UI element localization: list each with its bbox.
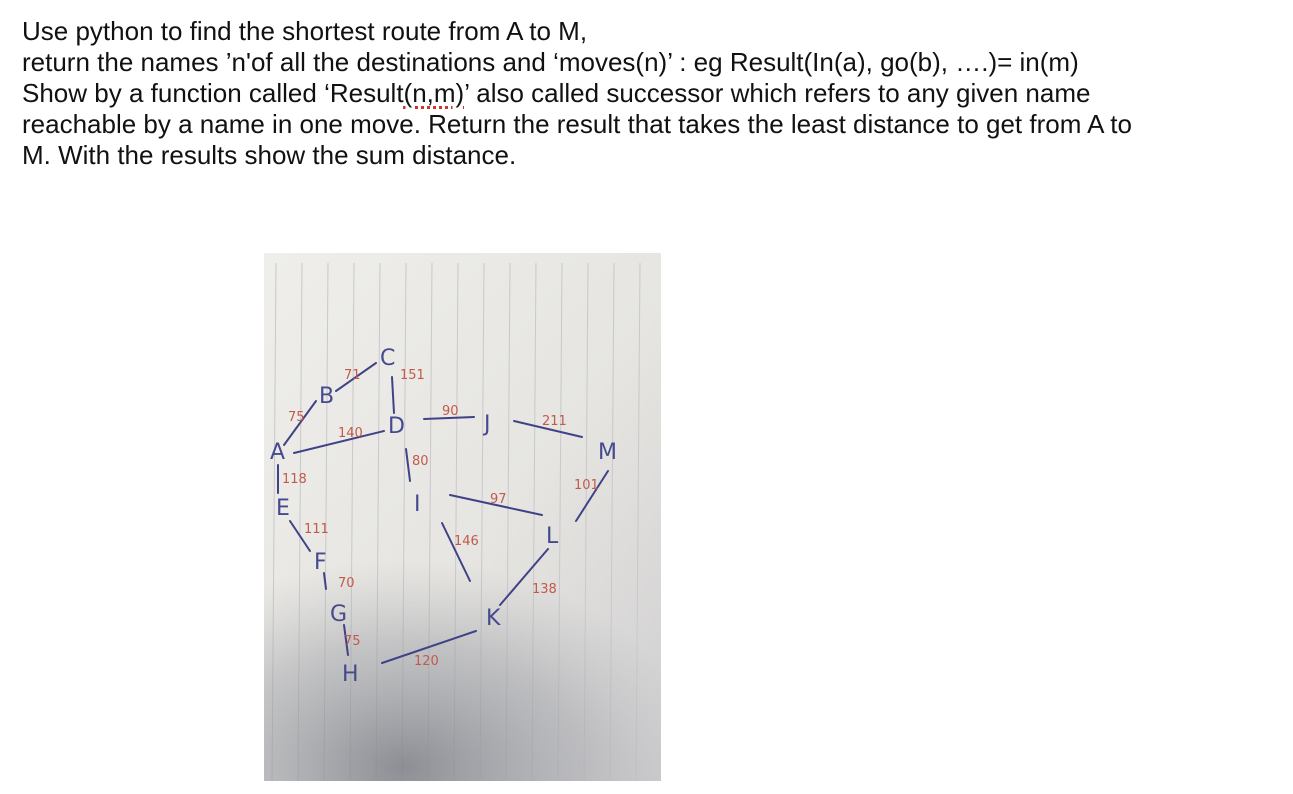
weight-d-i: 80	[412, 454, 429, 469]
node-g: G	[330, 602, 348, 627]
node-f: F	[314, 550, 327, 575]
weight-j-m: 211	[542, 414, 567, 429]
node-i: I	[414, 492, 421, 517]
question-line-4: reachable by a name in one move. Return the result that takes the least distance to get from A to	[22, 109, 1132, 139]
weight-a-e: 118	[282, 472, 307, 487]
node-m: M	[598, 440, 617, 465]
graph-photo	[264, 253, 661, 781]
question-line-3-end: ’ also called successor which refers to any given name	[464, 78, 1091, 108]
node-l: L	[546, 524, 559, 549]
node-k: K	[486, 606, 501, 631]
question-text	[22, 16, 1282, 171]
weight-i-l: 97	[490, 492, 507, 507]
question-line-3	[22, 78, 1282, 109]
node-a: A	[270, 440, 286, 465]
graph-sketch	[264, 253, 661, 781]
weight-b-c: 71	[344, 368, 361, 383]
weight-c-d: 151	[400, 368, 425, 383]
spellcheck-marked-text: (n,m)	[403, 78, 465, 108]
node-h: H	[342, 662, 359, 687]
question-line-2: return the names ’n'of all the destinations and ‘moves(n)’ : eg Result(In(a), go(b), ….)= in(m)	[22, 47, 1079, 77]
weight-l-m: 101	[574, 478, 599, 493]
weight-f-g: 70	[338, 576, 355, 591]
question-line-1: Use python to find the shortest route from A to M,	[22, 16, 588, 46]
question-line-5: M. With the results show the sum distance.	[22, 140, 517, 170]
node-d: D	[388, 414, 405, 439]
weight-i-k: 146	[454, 534, 479, 549]
weight-d-j: 90	[442, 404, 459, 419]
weight-a-b: 75	[288, 410, 305, 425]
question-line-3-start: Show by a function called ‘Result	[22, 78, 404, 108]
weight-h-k: 120	[414, 654, 439, 669]
node-e: E	[276, 496, 290, 521]
node-b: B	[319, 384, 335, 409]
node-c: C	[380, 346, 396, 371]
weight-a-d: 140	[338, 426, 363, 441]
weight-e-f: 111	[304, 522, 329, 537]
weight-k-l: 138	[532, 582, 557, 597]
weight-g-h: 75	[344, 634, 361, 649]
node-j: J	[484, 412, 491, 437]
